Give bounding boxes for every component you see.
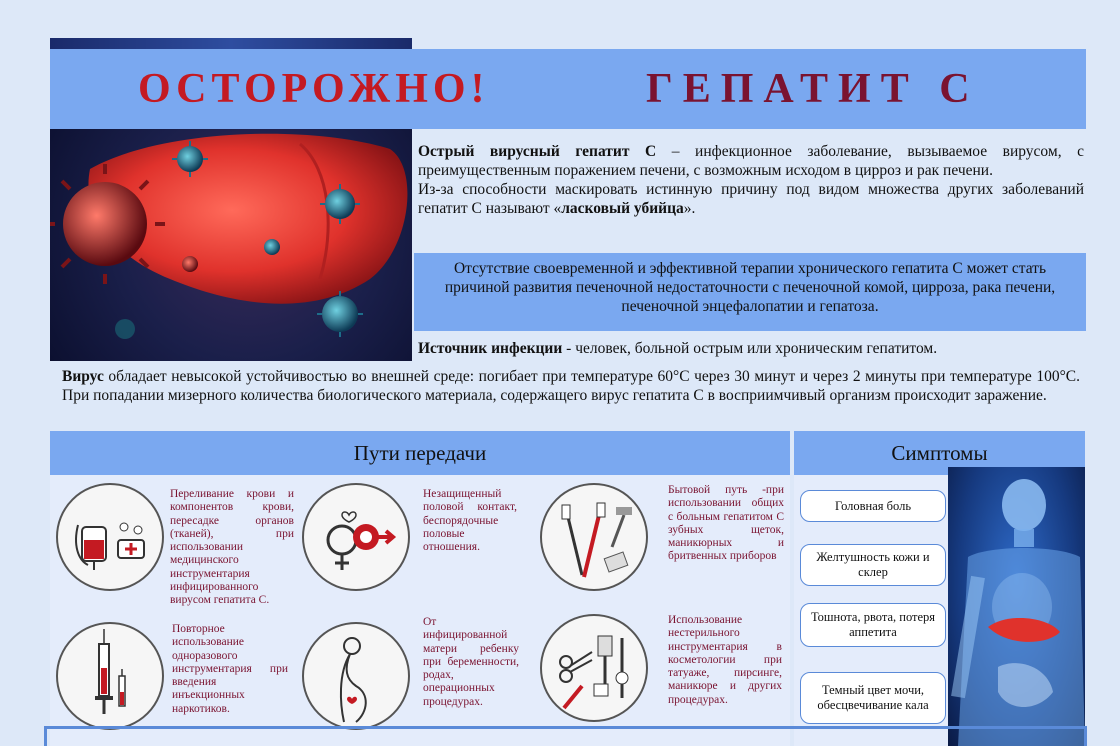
bottom-frame: [44, 726, 1087, 746]
therapy-note: Отсутствие своевременной и эффективной терапии хронического гепатита С может стать причиной развития печеночной недостаточности с печеночной комой, цирроза, рака печени, печеночной энцефалопатии и гепатоза.: [414, 253, 1086, 331]
virus-label: Вирус: [62, 368, 104, 385]
routes-heading: Пути передачи: [50, 431, 790, 475]
pregnant-woman-icon: [302, 622, 410, 730]
virus-stability: [62, 368, 1080, 405]
symptom-nausea: Тошнота, рвота, потеря аппетита: [800, 603, 946, 647]
symptom-jaundice: Желтушность кожи и склер: [800, 544, 946, 586]
source-text: - человек, больной острым или хроническим гепатитом.: [562, 340, 938, 357]
route-text-blood: Переливание крови и компонентов крови, пересадке органов (тканей), при использовании медицинского инструментария инфицированного вирусом гепатита С.: [170, 488, 294, 607]
symptom-headache: Головная боль: [800, 490, 946, 522]
intro-text: [418, 142, 1084, 218]
route-text-sexual: Незащищенный половой контакт, беспорядочные половые отношения.: [423, 488, 517, 554]
liver-virus-illustration: [50, 129, 412, 361]
virus-text: обладает невысокой устойчивостью во внешней среде: погибает при температуре 60°С через 30 минут и через 2 минуты при температуре 100°С. При попадании мизерного количества биологического материала, содержащего вирус гепатита С в восприимчивый организм происходит заражение.: [62, 368, 1080, 404]
toothbrush-razor-icon: [540, 483, 648, 591]
route-text-injection: Повторное использование одноразового инструментария при введения инъекционных наркотиков.: [172, 623, 288, 715]
title-warning: ОСТОРОЖНО!: [138, 66, 490, 112]
route-text-cosmetology: Использование нестерильного инструментария в косметологии при татуаже, пирсинге, маникюре и других процедурах.: [668, 614, 782, 706]
route-text-household: Бытовой путь -при использовании общих с больным гепатитом С зубных щеток, маникюрных и бритвенных приборов: [668, 484, 784, 563]
source-label: Источник инфекции: [418, 340, 563, 357]
infection-source: [418, 340, 1086, 358]
cosmetic-tools-icon: [540, 614, 648, 722]
symptom-dark-urine: Темный цвет мочи, обесцвечивание кала: [800, 672, 946, 724]
liver-virus-icon: [50, 129, 412, 361]
title-banner: [50, 49, 1086, 129]
intro-masking-start: Из-за способности маскировать истинную причину под видом множества других заболеваний гепатит С называют «: [418, 181, 1084, 217]
intro-nickname: ласковый убийца: [561, 200, 684, 217]
gender-symbols-icon: [302, 483, 410, 591]
human-body-illustration: [948, 467, 1085, 746]
syringe-icon: [56, 622, 164, 730]
intro-term: Острый вирусный гепатит С: [418, 143, 657, 160]
human-body-icon: [948, 467, 1085, 746]
intro-masking-end: ».: [683, 200, 696, 217]
blood-transfusion-icon: [56, 483, 164, 591]
route-text-mother-child: От инфицированной матери ребенку при беременности, родах, операционных процедурах.: [423, 616, 519, 708]
title-disease: ГЕПАТИТ С: [646, 66, 980, 112]
symptoms-heading: Симптомы: [794, 431, 1085, 475]
intro-definition: – инфекционное заболевание, вызываемое вирусом, с преимущественным поражением печени, с возможным исходом в цирроз и рак печени.: [418, 143, 1084, 179]
